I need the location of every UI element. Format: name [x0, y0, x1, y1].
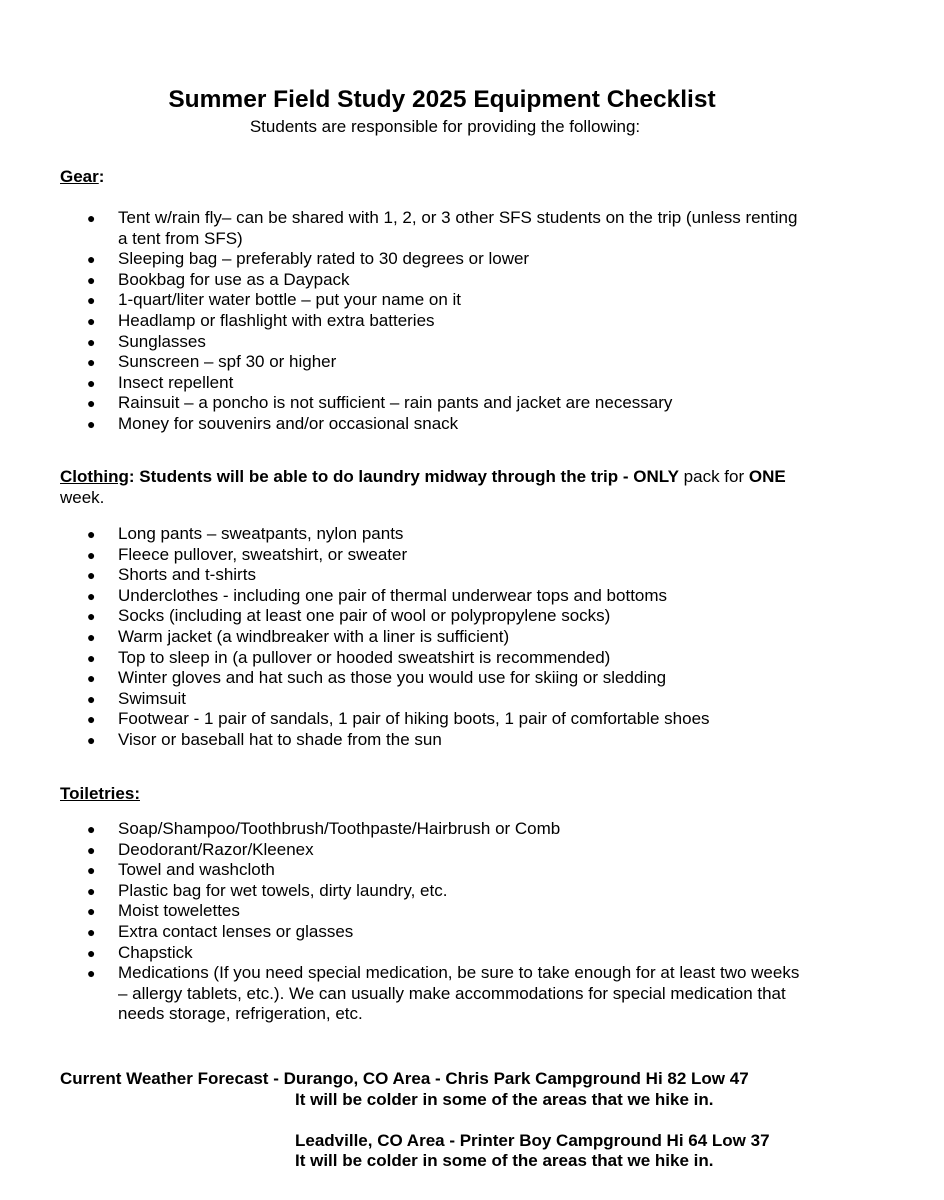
list-item-text: Top to sleep in (a pullover or hooded sweatshirt is recommended) — [118, 647, 611, 667]
list-item — [60, 709, 800, 730]
bullet-icon: ● — [87, 628, 96, 645]
list-item-text: Headlamp or flashlight with extra batteries — [118, 310, 435, 330]
list-item-text: Insect repellent — [118, 372, 234, 392]
list-item-text: Chapstick — [118, 942, 193, 962]
list-item — [60, 922, 800, 943]
gear-heading — [60, 167, 104, 187]
bullet-icon: ● — [87, 271, 96, 288]
list-item-text: Long pants – sweatpants, nylon pants — [118, 524, 404, 543]
list-item — [60, 689, 800, 710]
list-item — [60, 606, 800, 627]
bullet-icon: ● — [87, 210, 96, 226]
clothing-list — [60, 524, 800, 751]
list-item — [60, 393, 800, 414]
bullet-icon: ● — [87, 395, 96, 412]
bullet-icon: ● — [87, 965, 96, 982]
list-item — [60, 627, 800, 648]
page-title: Summer Field Study 2025 Equipment Checklist — [168, 86, 716, 113]
list-item-text: Medications (If you need special medication, be sure to take enough for at least two weeks – allergy tablets, etc.). We can usually make accommodations for special medication that needs storage, refrigeration, etc. — [118, 963, 800, 1024]
list-item-text: Shorts and t-shirts — [118, 565, 256, 585]
bullet-icon: ● — [87, 415, 96, 432]
bullet-icon: ● — [87, 251, 96, 268]
list-item-text: Money for souvenirs and/or occasional snack — [118, 413, 459, 433]
list-item — [60, 311, 800, 332]
list-item-text: Warm jacket (a windbreaker with a liner is sufficient) — [118, 626, 510, 646]
bullet-icon: ● — [87, 690, 96, 707]
clothing-note-colon: : Students will be able to do laundry midway through the trip - — [128, 467, 634, 486]
list-item-text: Rainsuit – a poncho is not sufficient – rain pants and jacket are necessary — [118, 393, 673, 413]
list-item-text: Socks (including at least one pair of wool or polypropylene socks) — [118, 606, 611, 626]
list-item-text: Soap/Shampoo/Toothbrush/Toothpaste/Hairbrush or Comb — [118, 819, 561, 838]
list-item-text: Sunscreen – spf 30 or higher — [118, 352, 337, 372]
list-item-text: Swimsuit — [118, 688, 187, 708]
bullet-icon: ● — [87, 862, 96, 879]
toiletries-heading: Toiletries: — [60, 784, 140, 803]
gear-list — [60, 208, 800, 435]
list-item-text: Sleeping bag – preferably rated to 30 degrees or lower — [118, 249, 530, 269]
weather-note-1: It will be colder in some of the areas that we hike in. — [295, 1089, 714, 1109]
list-item — [60, 545, 800, 566]
bullet-icon: ● — [87, 608, 96, 625]
gear-heading-colon: : — [98, 167, 105, 186]
list-item — [60, 565, 800, 586]
list-item — [60, 290, 800, 311]
list-item — [60, 860, 800, 881]
clothing-note-one: ONE — [748, 467, 786, 486]
list-item — [60, 586, 800, 607]
weather-location-1: Durango, CO Area - Chris Park Campground Hi 82 Low 47 — [283, 1069, 749, 1088]
toiletries-list — [60, 819, 800, 1025]
bullet-icon: ● — [87, 711, 96, 728]
list-item-text: Towel and washcloth — [118, 860, 275, 880]
list-item — [60, 819, 800, 840]
list-item-text: Tent w/rain fly– can be shared with 1, 2, or 3 other SFS students on the trip (unless renting a tent from SFS) — [118, 208, 798, 248]
bullet-icon: ● — [87, 649, 96, 666]
list-item — [60, 648, 800, 669]
bullet-icon: ● — [87, 903, 96, 920]
clothing-note-mid: pack for — [678, 467, 749, 486]
bullet-icon: ● — [87, 567, 96, 584]
list-item — [60, 963, 800, 1025]
list-item-text: Bookbag for use as a Daypack — [118, 269, 350, 289]
bullet-icon: ● — [87, 670, 96, 687]
list-item-text: Footwear - 1 pair of sandals, 1 pair of hiking boots, 1 pair of comfortable shoes — [118, 709, 710, 729]
list-item — [60, 270, 800, 291]
list-item-text: Winter gloves and hat such as those you would use for skiing or sledding — [118, 668, 667, 688]
list-item — [60, 332, 800, 353]
bullet-icon: ● — [87, 374, 96, 391]
list-item — [60, 668, 800, 689]
clothing-note-only: ONLY — [633, 467, 679, 486]
weather-note-2: It will be colder in some of the areas that we hike in. — [295, 1151, 714, 1171]
page-subtitle: Students are responsible for providing the following: — [249, 117, 641, 136]
bullet-icon: ● — [87, 312, 96, 329]
clothing-heading-label: Clothing — [60, 467, 129, 486]
list-item — [60, 373, 800, 394]
list-item — [60, 730, 800, 751]
list-item-text: Sunglasses — [118, 331, 206, 351]
list-item — [60, 840, 800, 861]
bullet-icon: ● — [87, 731, 96, 748]
weather-label: Current Weather Forecast - — [60, 1069, 284, 1088]
weather-forecast — [60, 1069, 770, 1172]
clothing-note-suffix: week. — [60, 487, 105, 507]
bullet-icon: ● — [87, 292, 96, 309]
bullet-icon: ● — [87, 841, 96, 858]
list-item-text: Plastic bag for wet towels, dirty laundry, etc. — [118, 880, 448, 900]
bullet-icon: ● — [87, 546, 96, 563]
list-item — [60, 249, 800, 270]
clothing-heading — [60, 467, 820, 508]
list-item — [60, 414, 800, 435]
list-item — [60, 943, 800, 964]
list-item-text: Fleece pullover, sweatshirt, or sweater — [118, 544, 408, 564]
bullet-icon: ● — [87, 923, 96, 940]
bullet-icon: ● — [87, 526, 96, 542]
bullet-icon: ● — [87, 587, 96, 604]
list-item-text: Extra contact lenses or glasses — [118, 921, 354, 941]
list-item-text: Visor or baseball hat to shade from the sun — [118, 729, 442, 749]
bullet-icon: ● — [87, 821, 96, 837]
bullet-icon: ● — [87, 354, 96, 371]
list-item-text: Deodorant/Razor/Kleenex — [118, 839, 314, 859]
weather-location-2: Leadville, CO Area - Printer Boy Campground Hi 64 Low 37 — [295, 1130, 770, 1150]
bullet-icon: ● — [87, 882, 96, 899]
list-item — [60, 524, 800, 545]
list-item-text: Underclothes - including one pair of thermal underwear tops and bottoms — [118, 585, 668, 605]
list-item — [60, 881, 800, 902]
list-item — [60, 901, 800, 922]
list-item-text: Moist towelettes — [118, 901, 240, 921]
list-item — [60, 352, 800, 373]
gear-heading-label: Gear — [60, 167, 99, 186]
list-item-text: 1-quart/liter water bottle – put your name on it — [118, 290, 462, 310]
bullet-icon: ● — [87, 333, 96, 350]
bullet-icon: ● — [87, 944, 96, 961]
weather-row-1 — [60, 1069, 770, 1090]
list-item — [60, 208, 800, 249]
